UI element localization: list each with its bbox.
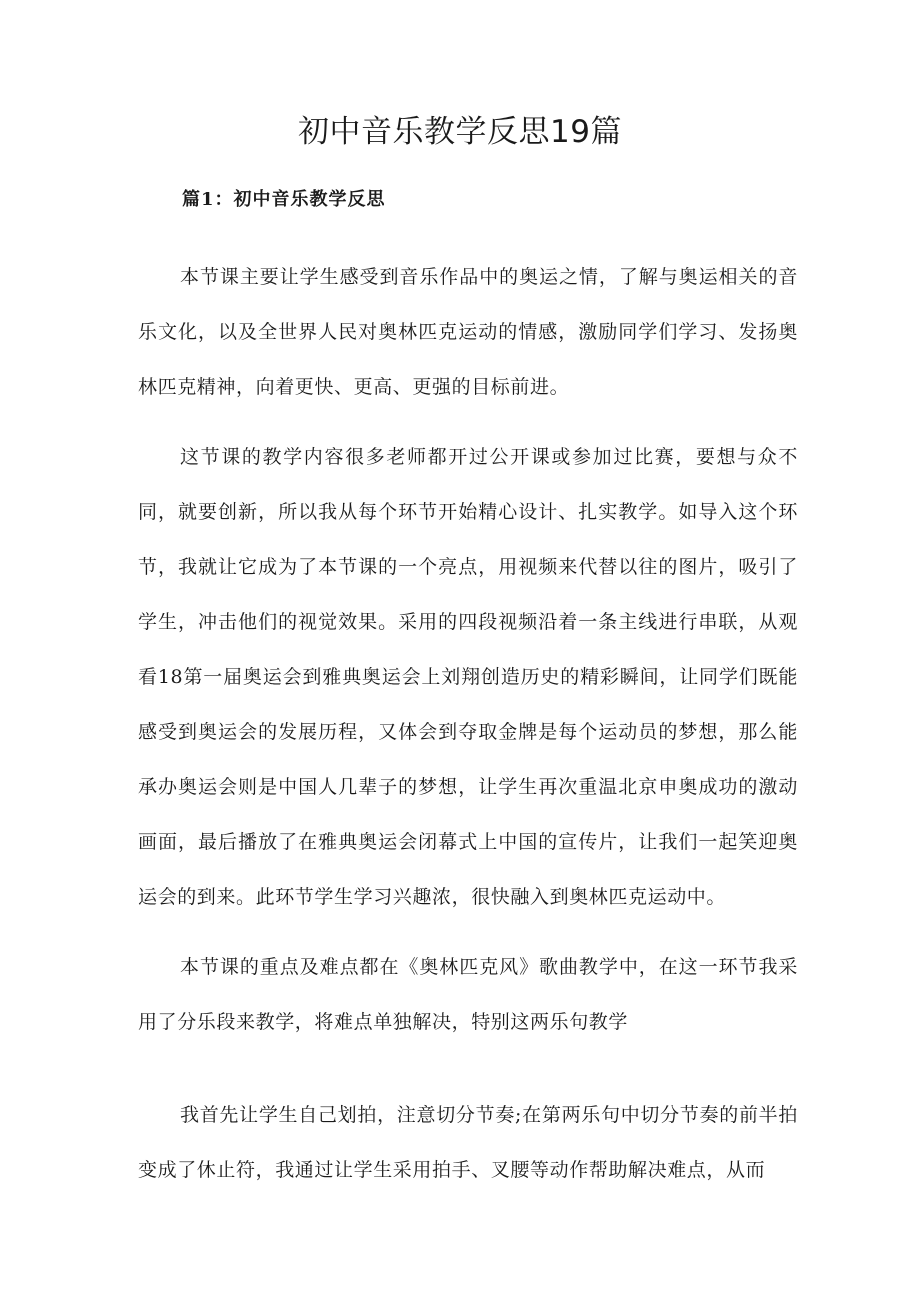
paragraph-3: 本节课的重点及难点都在《奥林匹克风》歌曲教学中，在这一环节我采用了分乐段来教学，将难点单独解决，特别这两乐句教学 bbox=[138, 956, 798, 1033]
document-title: 初中音乐教学反思19篇 bbox=[298, 114, 622, 150]
section-heading: 篇1：初中音乐教学反思 bbox=[182, 189, 386, 210]
paragraph-1: 本节课主要让学生感受到音乐作品中的奥运之情，了解与奥运相关的音乐文化，以及全世界人民对奥林匹克运动的情感，激励同学们学习、发扬奥林匹克精神，向着更快、更高、更强的目标前进。 bbox=[138, 266, 798, 398]
paragraph-2: 这节课的教学内容很多老师都开过公开课或参加过比赛，要想与众不同，就要创新，所以我从每个环节开始精心设计、扎实教学。如导入这个环节，我就让它成为了本节课的一个亮点，用视频来代替以往的图片，吸引了学生，冲击他们的视觉效果。采用的四段视频沿着一条主线进行串联，从观看18第一届奥运会到雅典奥运会上刘翔创造历史的精彩瞬间，让同学们既能感受到奥运会的发展历程，又体会到夺取金牌是每个运动员的梦想，那么能承办奥运会则是中国人几辈子的梦想，让学生再次重温北京申奥成功的激动画面，最后播放了在雅典奥运会闭幕式上中国的宣传片，让我们一起笑迎奥运会的到来。此环节学生学习兴趣浓，很快融入到奥林匹克运动中。 bbox=[138, 446, 798, 908]
paragraph-4: 我首先让学生自己划拍，注意切分节奏;在第两乐句中切分节奏的前半拍变成了休止符，我通过让学生采用拍手、叉腰等动作帮助解决难点，从而 bbox=[138, 1104, 798, 1181]
